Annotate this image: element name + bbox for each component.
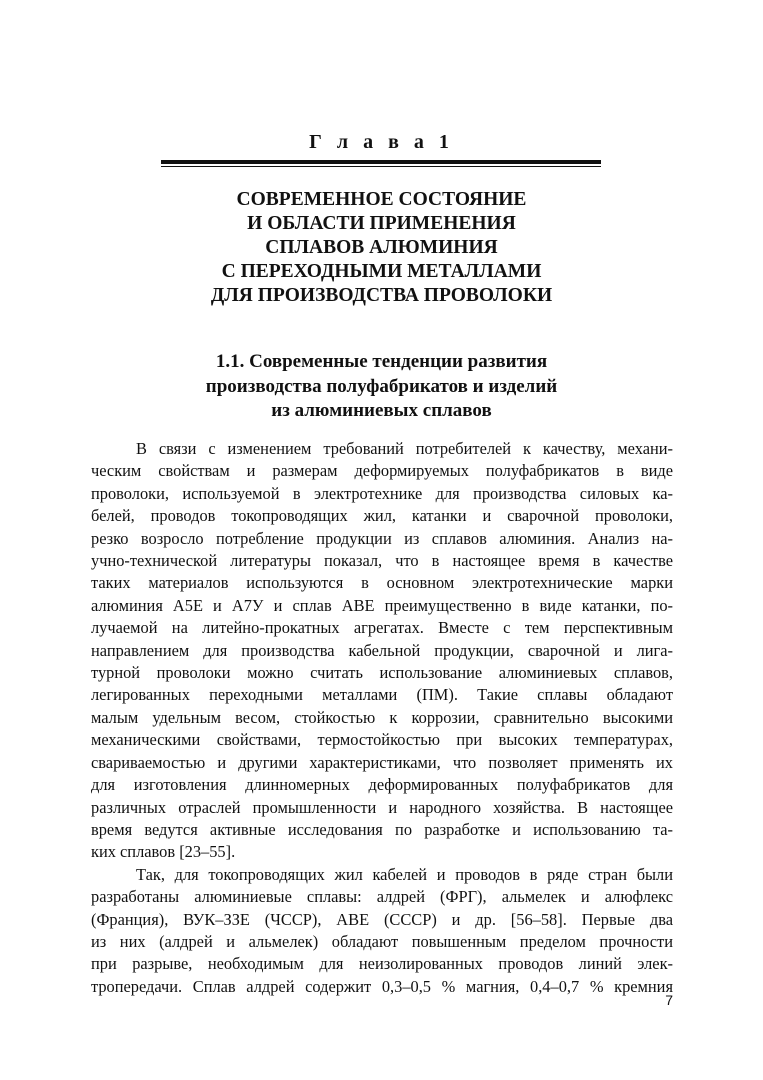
paragraph-1-line: ческим свойствам и размерам деформируемых полуфабрикатов в виде (91, 461, 673, 481)
paragraph-1-line: направлением для производства кабельной продукции, сварочной и лига- (91, 640, 673, 660)
paragraph-2-line: тропередачи. Сплав алдрей содержит 0,3–0,5 % магния, 0,4–0,7 % кремния (91, 976, 673, 996)
body-text (91, 438, 673, 998)
paragraph-1-line: В связи с изменением требований потребителей к качеству, механи- (136, 439, 673, 458)
chapter-title-line: СПЛАВОВ АЛЮМИНИЯ (265, 237, 498, 258)
chapter-title-line: С ПЕРЕХОДНЫМИ МЕТАЛЛАМИ (221, 261, 542, 282)
paragraph-1-line: свариваемостью и другими характеристиками, что позволяет применять их (91, 752, 673, 772)
paragraph-1-line: резко возросло потребление продукции из сплавов алюминия. Анализ на- (91, 528, 673, 548)
chapter-title-line: СОВРЕМЕННОЕ СОСТОЯНИЕ (236, 189, 527, 210)
section-title-line: из алюминиевых сплавов (271, 400, 492, 421)
paragraph-1-line: лучаемой на литейно-прокатных агрегатах. Вместе с тем перспективным (91, 618, 673, 638)
paragraph-1-line: механическими свойствами, термостойкостью при высоких температурах, (91, 730, 673, 750)
paragraph-1-line: для изготовления длинномерных деформированных полуфабрикатов для (91, 775, 673, 795)
paragraph-2-line: из них (алдрей и альмелек) обладают повышенным пределом прочности (91, 931, 673, 951)
chapter-divider (161, 160, 601, 167)
paragraph-2-line: Так, для токопроводящих жил кабелей и проводов в ряде стран были (136, 864, 673, 884)
paragraph-1-line: белей, проводов токопроводящих жил, катанки и сварочной проволоки, (91, 506, 673, 526)
paragraph-1-line: турной проволоки можно считать использование алюминиевых сплавов, (91, 663, 673, 683)
paragraph-1-line: учно-технической литературы показал, что в настоящее время в качестве (91, 551, 673, 571)
paragraph-1-line: алюминия А5Е и А7У и сплав АВЕ преимущественно в виде катанки, по- (91, 595, 673, 615)
chapter-title-line: И ОБЛАСТИ ПРИМЕНЕНИЯ (247, 213, 516, 234)
section-title (0, 350, 763, 424)
paragraph-1-line: малым удельным весом, стойкостью к коррозии, сравнительно высокими (91, 707, 673, 727)
paragraph-1-line: таких материалов используются в основном электротехнические марки (91, 573, 673, 593)
paragraph-1-line: различных отраслей промышленности и народного хозяйства. В настоящее (91, 797, 673, 817)
paragraph-1-line: время ведутся активные исследования по разработке и использованию та- (91, 819, 673, 839)
paragraph-2-line: разработаны алюминиевые сплавы: алдрей (ФРГ), альмелек и алюфлекс (91, 887, 673, 907)
paragraph-1-line: легированных переходными металлами (ПМ). Такие сплавы обладают (91, 685, 673, 705)
chapter-title-line: ДЛЯ ПРОИЗВОДСТВА ПРОВОЛОКИ (210, 285, 553, 306)
chapter-label: Г л а в а 1 (309, 131, 454, 153)
paragraph-2-line: (Франция), ВУК–ЗЗЕ (ЧССР), АВЕ (СССР) и др. [56–58]. Первые два (91, 909, 673, 929)
chapter-title (0, 188, 763, 308)
page-number: 7 (665, 992, 673, 1008)
paragraph-1-line: ких сплавов [23–55]. (91, 842, 236, 862)
paragraph-1-line: проволоки, используемой в электротехнике для производства силовых ка- (91, 483, 673, 503)
section-title-line: производства полуфабрикатов и изделий (205, 375, 558, 397)
section-title-line: 1.1. Современные тенденции развития (215, 351, 548, 372)
paragraph-2-line: при разрыве, необходимым для неизолированных проводов линий элек- (91, 954, 673, 974)
